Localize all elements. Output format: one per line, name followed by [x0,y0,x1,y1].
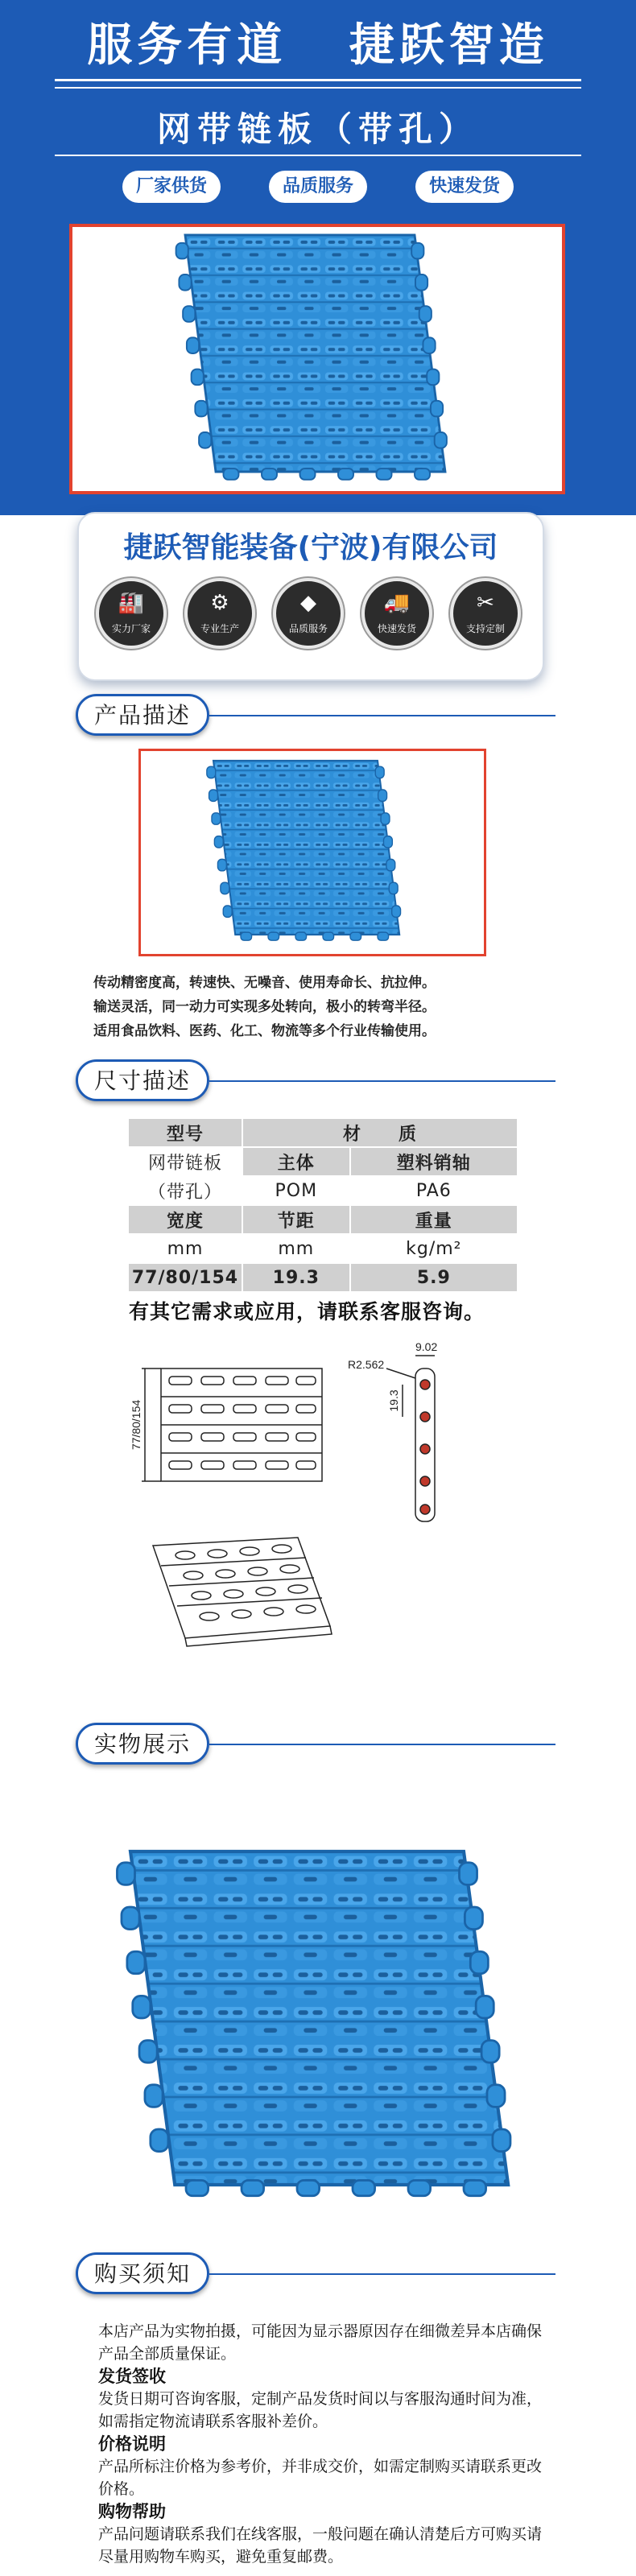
diamond-icon: ◆ [300,591,316,615]
spec-cell: kg/m² [350,1234,518,1263]
contact-note: 有其它需求或应用，请联系客服咨询。 [129,1300,485,1323]
notice-title-shipping: 发货签收 [98,2367,166,2386]
spec-table [127,1117,518,1293]
section-notice-line [209,2273,555,2275]
spec-cell: 77/80/154 [128,1263,242,1292]
section-description-line [209,715,555,716]
description-line: 输送灵活，同一动力可实现多处转向，极小的转弯半径。 [93,999,436,1015]
spec-cell: PA6 [350,1176,518,1205]
drawing-radius-label: R2.562 [348,1358,385,1371]
product-title: 网带链板（带孔） [156,109,479,149]
spec-cell: 主体 [242,1147,350,1176]
notice-price: 产品所标注价格为参考价，并非成交价，如需定制购买请联系更改价格。 [98,2458,543,2498]
spec-cell: POM [242,1176,350,1205]
slogan [0,10,636,74]
feature-quality [272,578,345,649]
spec-cell: 重量 [350,1205,518,1234]
spec-cell: 网带链板 [128,1147,242,1176]
section-dimensions-line [209,1080,555,1082]
tools-icon: ✂ [477,591,494,615]
feature-custom [449,578,522,649]
spec-cell: 材 质 [242,1118,518,1147]
spec-cell: 型号 [128,1118,242,1147]
spec-cell: 19.3 [242,1263,350,1292]
spec-cell: 节距 [242,1205,350,1234]
drawing-pitch-label: 19.3 [387,1389,400,1412]
truck-icon: 🚚 [383,591,411,615]
section-dimensions-header: 尺寸描述 [76,1059,209,1101]
pill-quality-service: 品质服务 [269,171,367,203]
description-text [93,971,544,1043]
company-card [77,512,544,681]
feature-label: 实力厂家 [111,623,151,634]
spec-cell: 塑料销轴 [350,1147,518,1176]
drawing-width-label: 77/80/154 [130,1399,142,1451]
feature-label: 快速发货 [377,623,416,634]
company-name: 捷跃智能装备(宁波)有限公司 [123,531,498,564]
spec-cell: mm [128,1234,242,1263]
isometric-drawing [137,1530,346,1650]
description-belt-image [141,751,484,954]
notice-title-price: 价格说明 [98,2434,166,2454]
section-description-header: 产品描述 [76,694,209,736]
side-view-drawing [346,1336,475,1530]
pill-factory-supply: 厂家供货 [122,171,221,203]
description-image-frame [138,749,486,956]
notice-shipping: 发货日期可咨询客服，定制产品发货时间以与客服沟通时间为准，如需指定物流请联系客服补差价。 [98,2390,543,2430]
drawing-thickness-label: 9.02 [415,1340,438,1353]
hero-product-frame [69,224,565,494]
feature-label: 专业生产 [200,623,239,634]
section-notice-header: 购买须知 [76,2252,209,2294]
top-view-drawing [121,1352,338,1497]
pill-fast-delivery: 快速发货 [415,171,514,203]
notice-text [98,2320,543,2568]
divider-top [55,79,581,81]
description-line: 适用食品饮料、医药、化工、物流等多个行业传输使用。 [93,1023,436,1039]
feature-factory [95,578,167,649]
notice-intro: 本店产品为实物拍摄，可能因为显示器原因存在细微差异本店确保产品全部质量保证。 [98,2322,543,2363]
spec-cell: （带孔） [128,1176,242,1205]
notice-help: 产品问题请联系我们在线客服，一般问题在确认清楚后方可购买请尽量用购物车购买，避免重复邮费。 [98,2525,543,2566]
divider-bottom [55,155,581,156]
spec-cell: 宽度 [128,1205,242,1234]
gear-icon: ⚙ [210,591,229,615]
feature-label: 支持定制 [465,623,505,634]
spec-cell: mm [242,1234,350,1263]
slogan-left: 服务有道 [87,19,287,72]
spec-cell: 5.9 [350,1263,518,1292]
showcase-belt-image [113,1843,531,2214]
hero-belt-image [72,227,562,491]
section-showcase-header: 实物展示 [76,1723,209,1765]
feature-production [184,578,256,649]
description-line: 传动精密度高，转速快、无噪音、使用寿命长、抗拉伸。 [93,975,436,991]
factory-icon: 🏭 [118,591,145,615]
section-showcase-line [209,1744,555,1745]
notice-title-help: 购物帮助 [98,2502,166,2521]
divider-top-thin [55,87,581,89]
feature-shipping [361,578,433,649]
slogan-right: 捷跃智造 [349,19,549,72]
feature-label: 品质服务 [288,623,328,634]
